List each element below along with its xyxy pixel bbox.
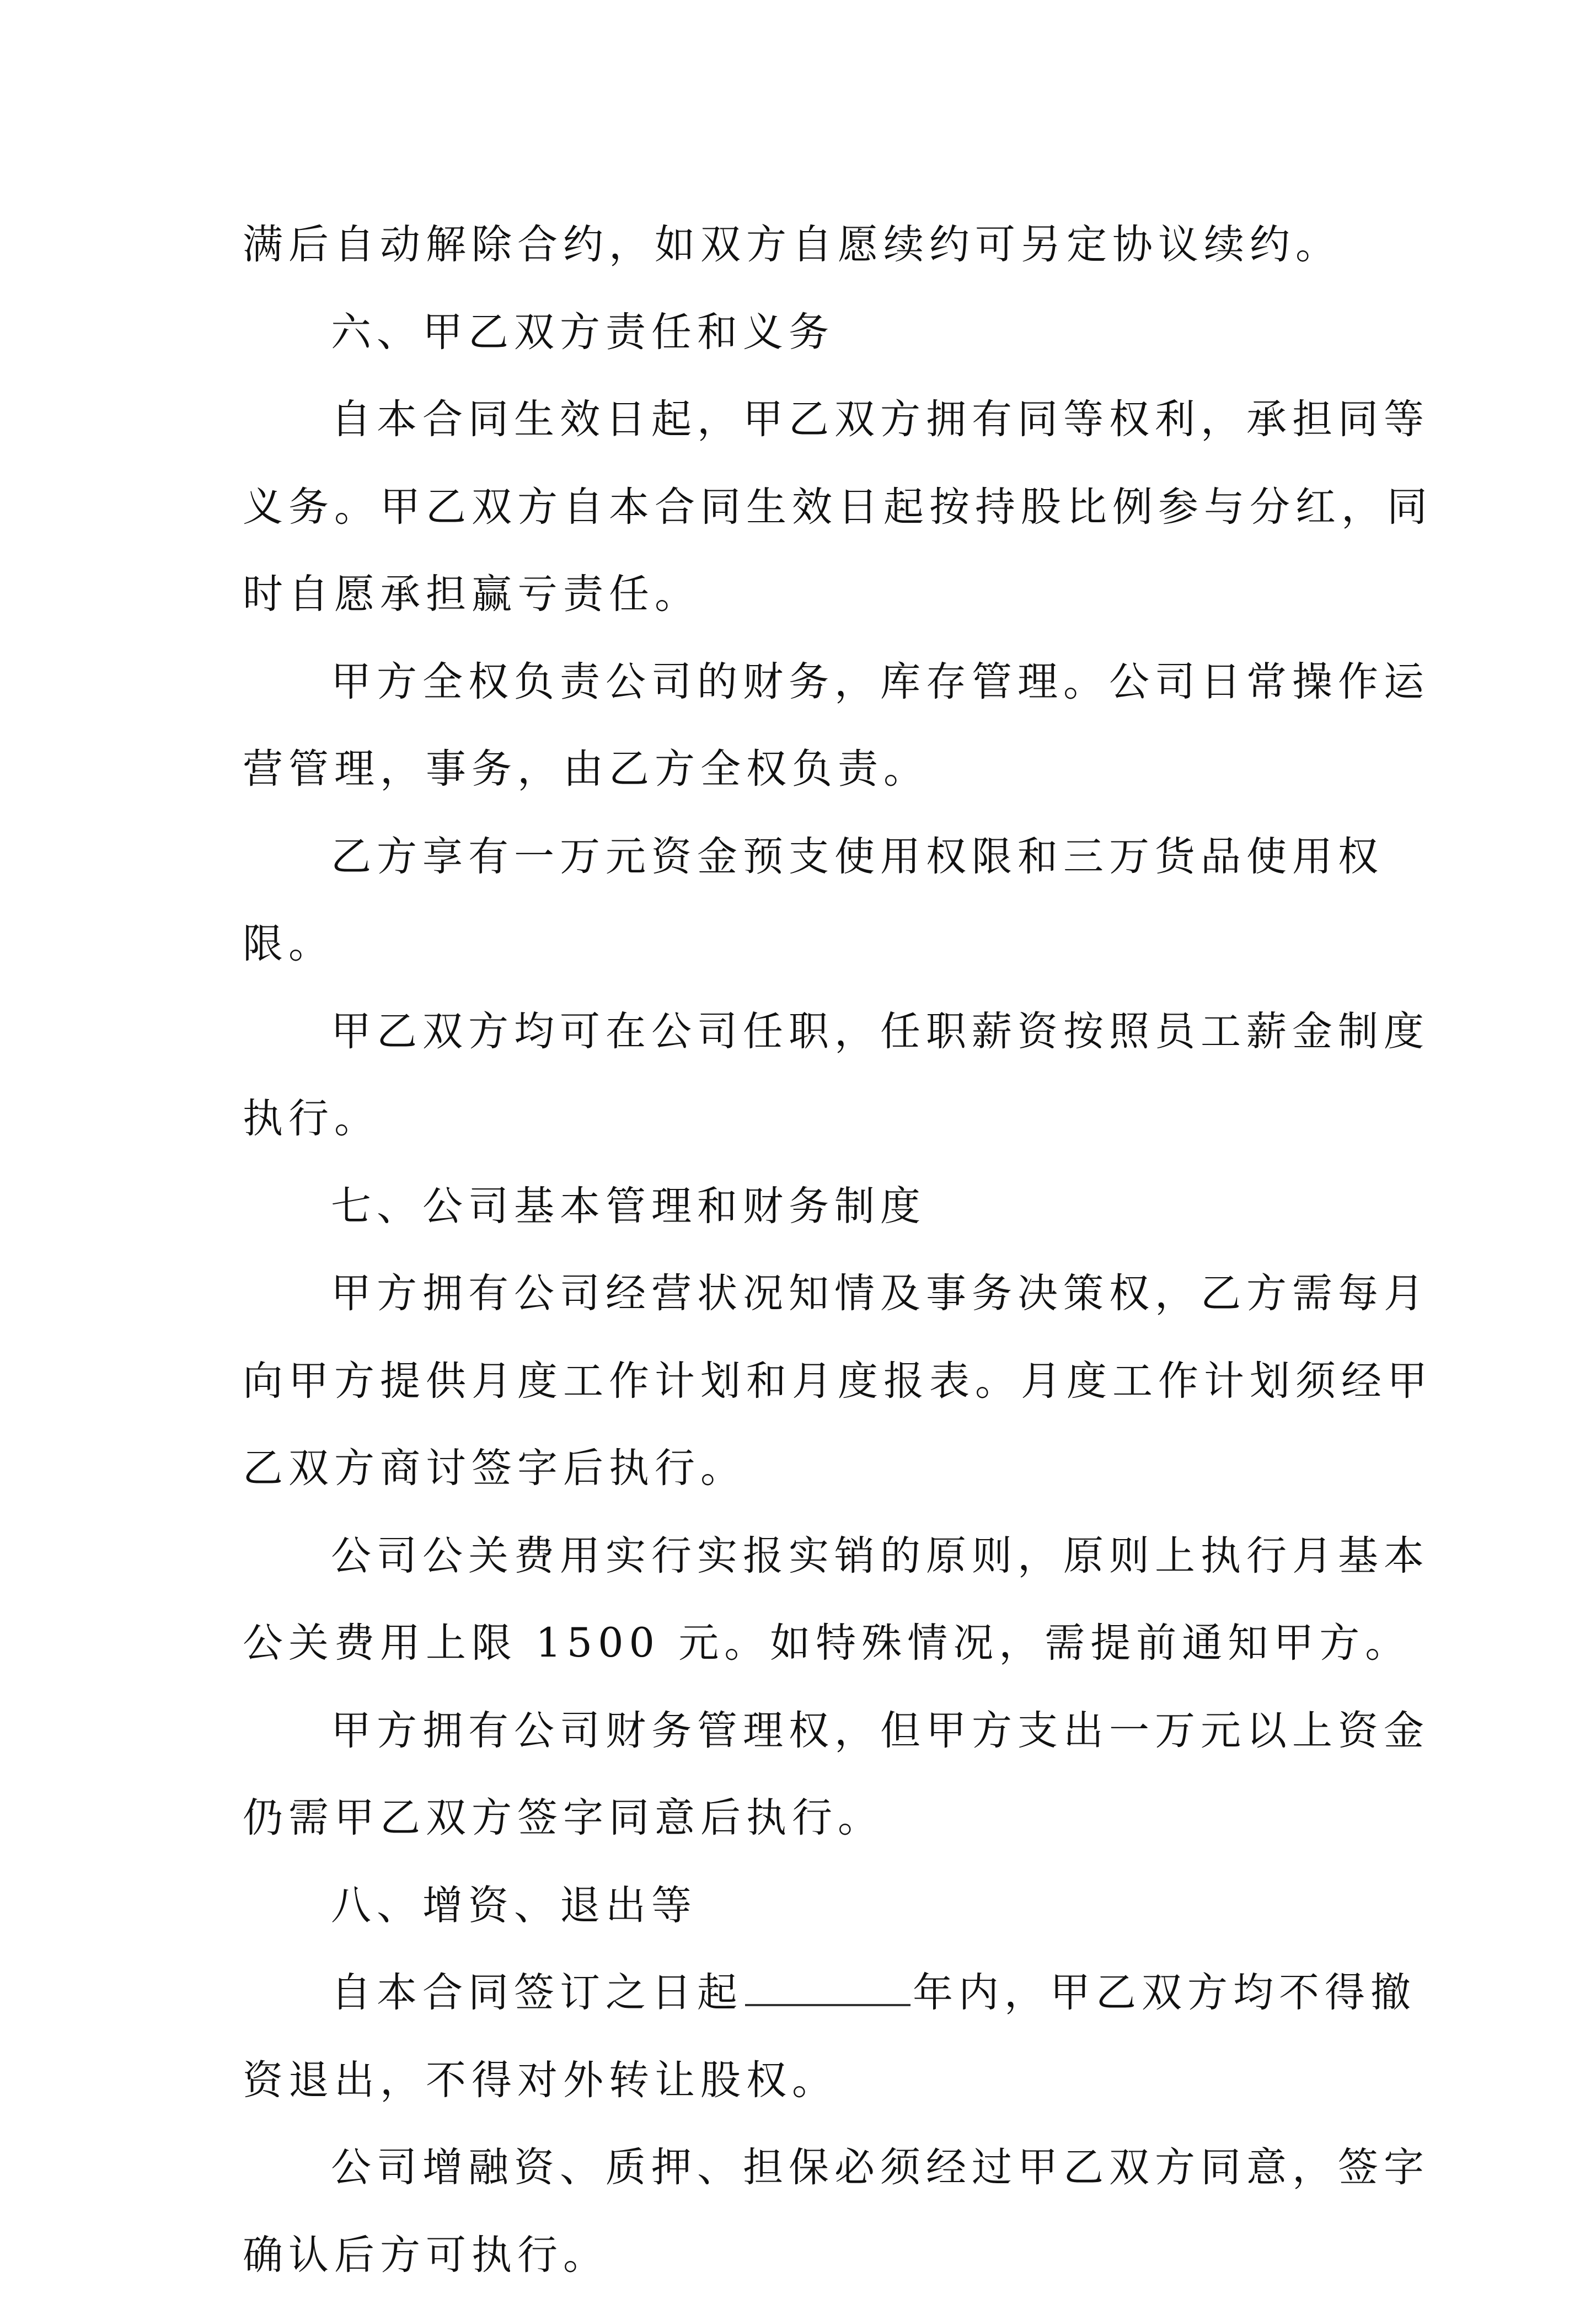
text-line-17: 公关费用上限 1500 元。如特殊情况，需提前通知甲方。	[243, 1600, 1362, 1687]
section-heading-8: 八、增资、退出等	[243, 1862, 1362, 1950]
text-line-1: 满后自动解除合约，如双方自愿续约可另定协议续约。	[243, 201, 1362, 289]
year-blank-field[interactable]	[745, 1965, 911, 2006]
text-line-8: 乙方享有一万元资金预支使用权限和三万货品使用权	[243, 813, 1362, 901]
text-line-21-after: 年内，甲乙双方均不得撤	[913, 1969, 1416, 2016]
text-line-10: 甲乙双方均可在公司任职，任职薪资按照员工薪金制度	[243, 988, 1362, 1076]
text-line-19: 仍需甲乙双方签字同意后执行。	[243, 1775, 1362, 1862]
text-line-22: 资退出，不得对外转让股权。	[243, 2037, 1362, 2125]
text-line-6: 甲方全权负责公司的财务，库存管理。公司日常操作运	[243, 639, 1362, 726]
text-line-21	[243, 1949, 1362, 2037]
text-line-15: 乙双方商讨签字后执行。	[243, 1425, 1362, 1513]
text-line-16: 公司公关费用实行实报实销的原则，原则上执行月基本	[243, 1513, 1362, 1600]
text-line-9: 限。	[243, 901, 1362, 988]
section-heading-7: 七、公司基本管理和财务制度	[243, 1163, 1362, 1251]
text-line-11: 执行。	[243, 1075, 1362, 1163]
document-body	[243, 201, 1362, 2299]
text-line-21-before: 自本合同签订之日起	[331, 1969, 743, 2016]
text-line-4: 义务。甲乙双方自本合同生效日起按持股比例参与分红，同	[243, 464, 1362, 551]
text-line-18: 甲方拥有公司财务管理权，但甲方支出一万元以上资金	[243, 1687, 1362, 1775]
text-line-14: 向甲方提供月度工作计划和月度报表。月度工作计划须经甲	[243, 1338, 1362, 1426]
section-heading-6: 六、甲乙双方责任和义务	[243, 289, 1362, 377]
text-line-13: 甲方拥有公司经营状况知情及事务决策权，乙方需每月	[243, 1250, 1362, 1338]
text-line-24: 确认后方可执行。	[243, 2212, 1362, 2299]
text-line-7: 营管理，事务，由乙方全权负责。	[243, 726, 1362, 813]
text-line-3: 自本合同生效日起，甲乙双方拥有同等权利，承担同等	[243, 376, 1362, 464]
text-line-23: 公司增融资、质押、担保必须经过甲乙双方同意，签字	[243, 2124, 1362, 2212]
text-line-5: 时自愿承担赢亏责任。	[243, 551, 1362, 639]
